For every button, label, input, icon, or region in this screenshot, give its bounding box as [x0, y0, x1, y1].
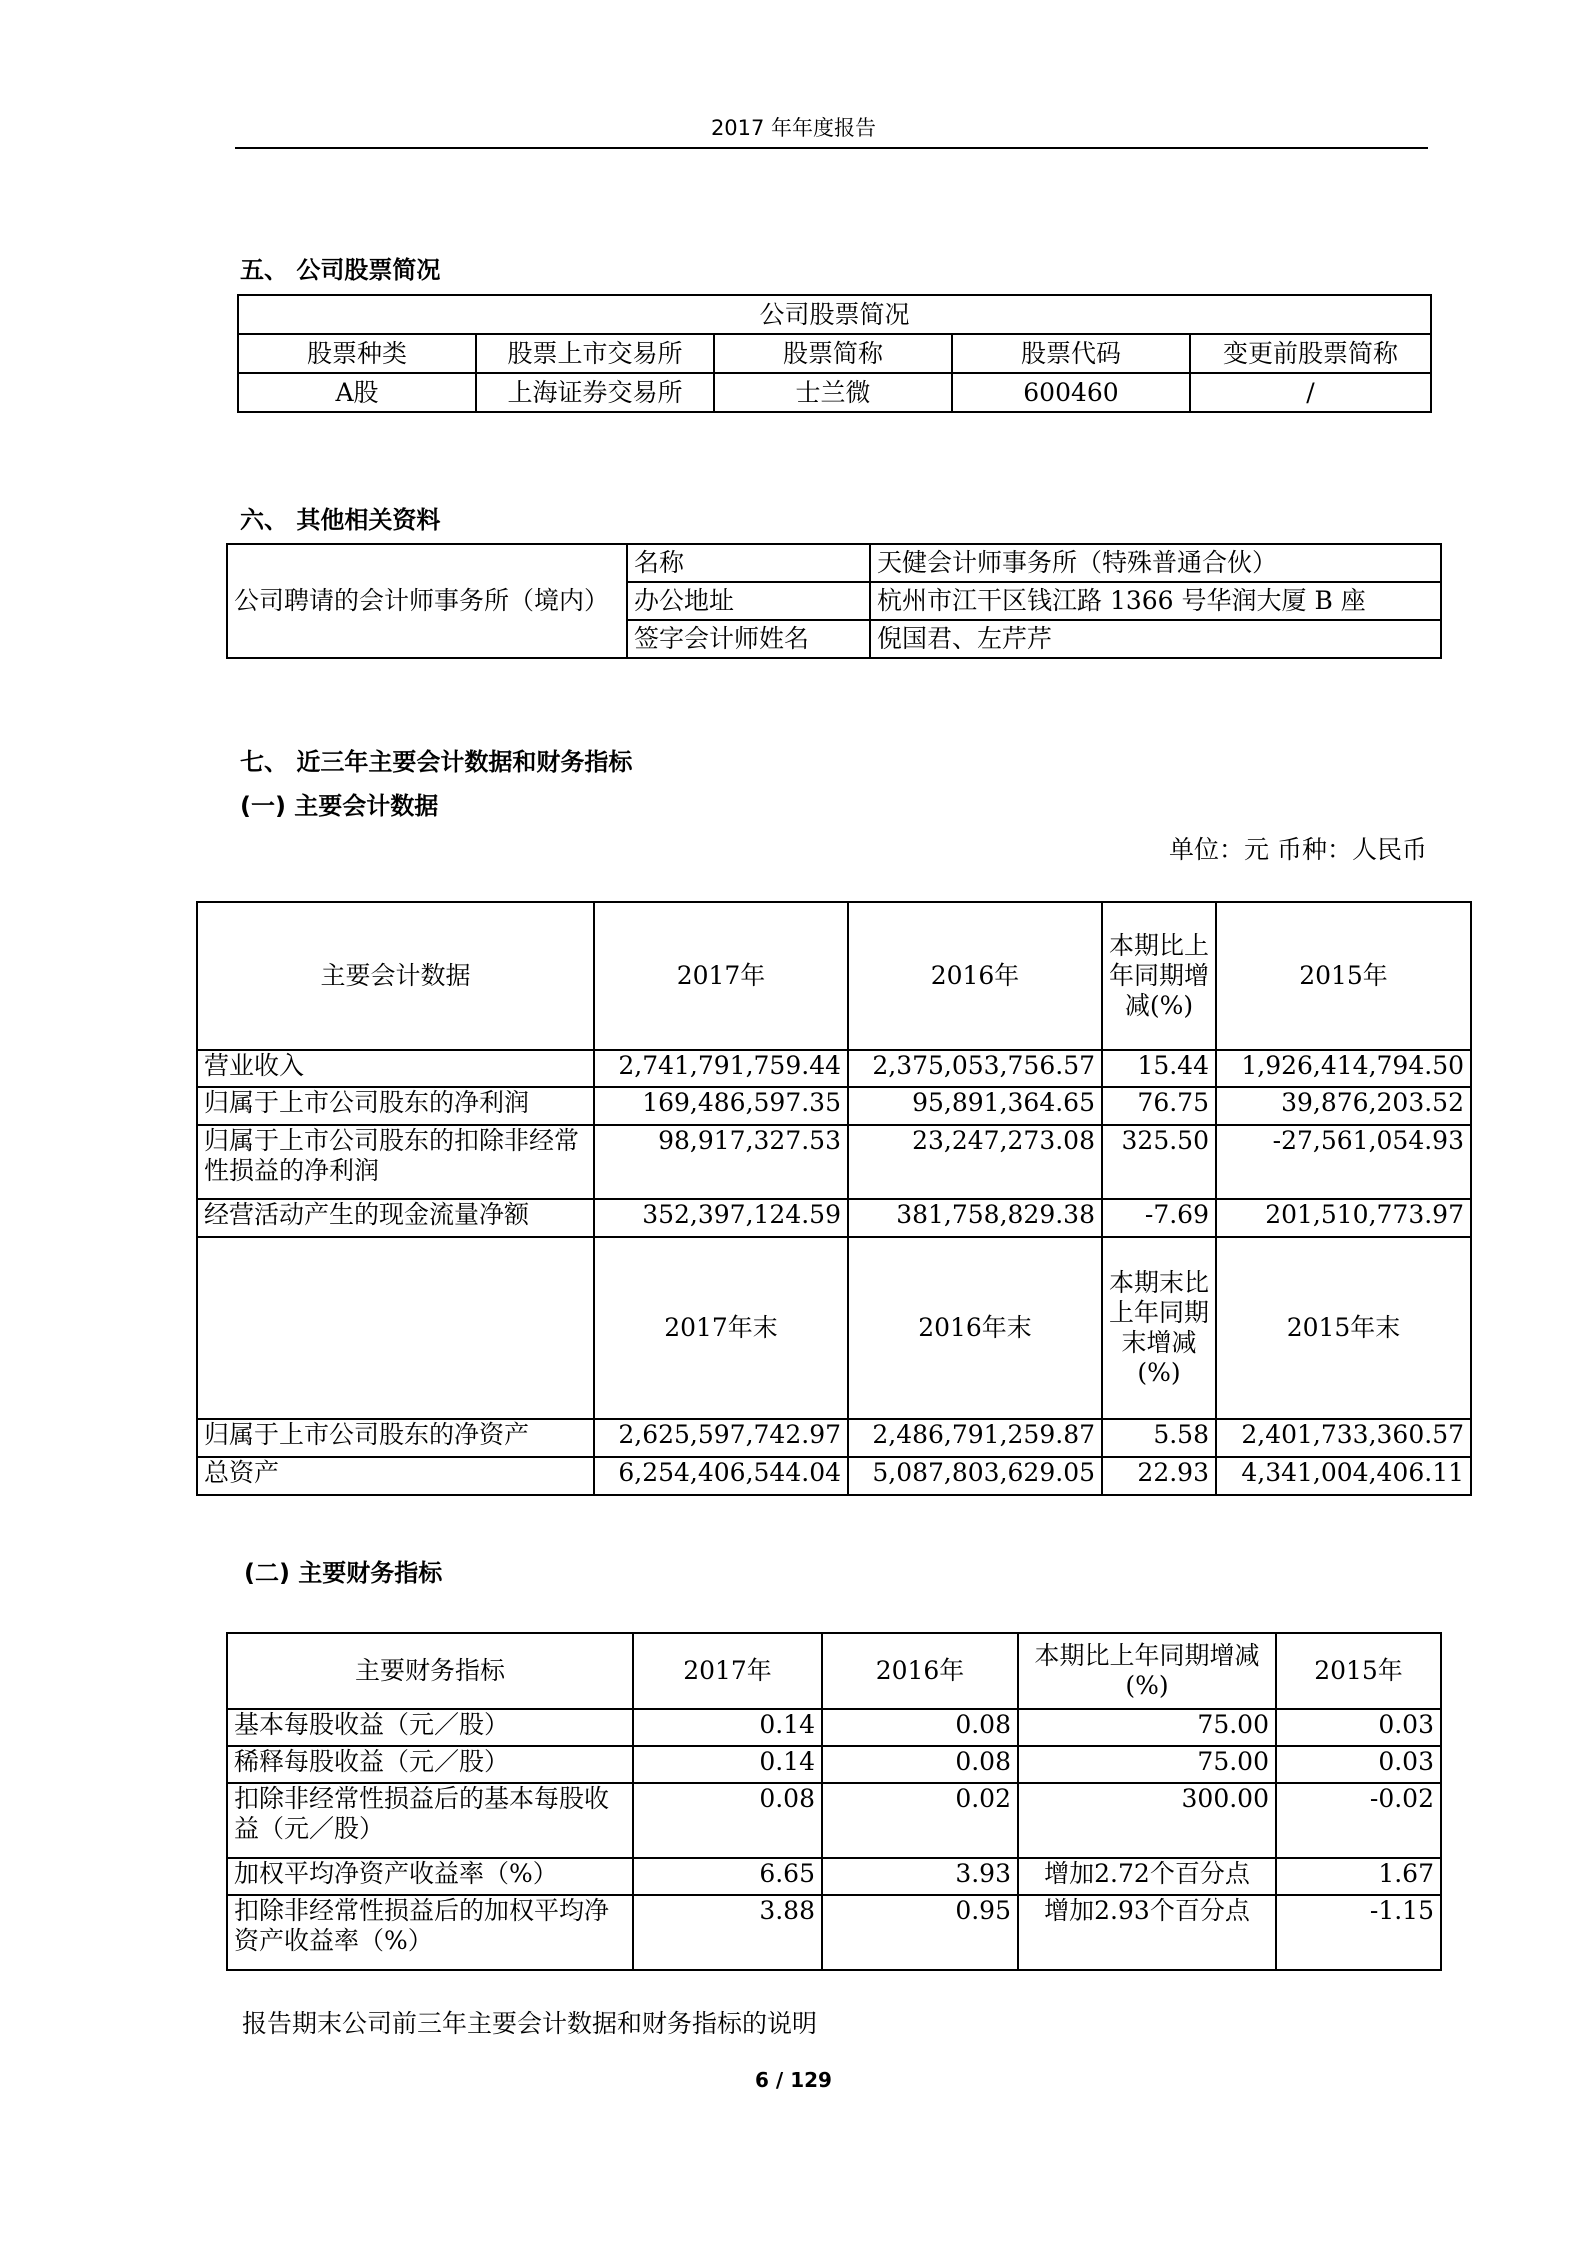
firm-value: 天健会计师事务所（特殊普通合伙）	[870, 544, 1441, 582]
acc-cell: -7.69	[1102, 1199, 1216, 1237]
fin-row-label: 基本每股收益（元／股）	[227, 1709, 633, 1746]
header-divider	[235, 147, 1428, 149]
acc-cell: 2,625,597,742.97	[594, 1419, 848, 1457]
acc-cell: 5,087,803,629.05	[848, 1457, 1102, 1495]
unit-note: 单位：元 币种：人民币	[1169, 835, 1427, 864]
accounting-firm-label: 公司聘请的会计师事务所（境内）	[227, 544, 627, 658]
acc-header-cell: 本期比上年同期增减(%)	[1102, 902, 1216, 1050]
stock-cell: 士兰微	[714, 373, 952, 412]
acc-header2-cell: 2016年末	[848, 1237, 1102, 1419]
acc-row-label: 归属于上市公司股东的净资产	[197, 1419, 594, 1457]
fin-cell: 0.02	[822, 1783, 1018, 1858]
acc-cell: 201,510,773.97	[1216, 1199, 1471, 1237]
fin-cell: 75.00	[1018, 1746, 1276, 1783]
fin-cell: -1.15	[1276, 1895, 1441, 1970]
acc-cell: 325.50	[1102, 1125, 1216, 1199]
section5-heading: 五、 公司股票简况	[240, 256, 441, 284]
acc-row-label: 经营活动产生的现金流量净额	[197, 1199, 594, 1237]
acc-cell: 2,486,791,259.87	[848, 1419, 1102, 1457]
acc-cell: 2,741,791,759.44	[594, 1050, 848, 1087]
firm-key: 名称	[627, 544, 870, 582]
acc-cell: 6,254,406,544.04	[594, 1457, 848, 1495]
fin-cell: 6.65	[633, 1858, 822, 1895]
fin-row-label: 稀释每股收益（元／股）	[227, 1746, 633, 1783]
stock-table	[237, 294, 1432, 413]
acc-cell: 381,758,829.38	[848, 1199, 1102, 1237]
firm-key: 办公地址	[627, 582, 870, 620]
fin-cell: 增加2.93个百分点	[1018, 1895, 1276, 1970]
acc-row-label: 归属于上市公司股东的扣除非经常性损益的净利润	[197, 1125, 594, 1199]
acc-cell: 2,375,053,756.57	[848, 1050, 1102, 1087]
stock-cell: /	[1190, 373, 1431, 412]
financial-indicator-table	[226, 1632, 1442, 1971]
acc-cell: 4,341,004,406.11	[1216, 1457, 1471, 1495]
fin-cell: 0.08	[822, 1746, 1018, 1783]
acc-row-label: 营业收入	[197, 1050, 594, 1087]
accounting-data-table	[196, 901, 1472, 1496]
acc-header2-cell: 本期末比上年同期末增减(%)	[1102, 1237, 1216, 1419]
fin-cell: 1.67	[1276, 1858, 1441, 1895]
acc-header-cell: 主要会计数据	[197, 902, 594, 1050]
stock-cell: A股	[238, 373, 476, 412]
stock-table-caption: 公司股票简况	[238, 295, 1431, 334]
fin-header-cell: 本期比上年同期增减(%)	[1018, 1633, 1276, 1709]
fin-cell: 0.14	[633, 1746, 822, 1783]
acc-header-cell: 2017年	[594, 902, 848, 1050]
acc-cell: 98,917,327.53	[594, 1125, 848, 1199]
fin-header-cell: 主要财务指标	[227, 1633, 633, 1709]
acc-cell: 5.58	[1102, 1419, 1216, 1457]
fin-row-label: 扣除非经常性损益后的基本每股收益（元／股）	[227, 1783, 633, 1858]
fin-cell: 3.93	[822, 1858, 1018, 1895]
fin-cell: 增加2.72个百分点	[1018, 1858, 1276, 1895]
fin-row-label: 扣除非经常性损益后的加权平均净资产收益率（%）	[227, 1895, 633, 1970]
acc-header-cell: 2015年	[1216, 902, 1471, 1050]
fin-cell: 300.00	[1018, 1783, 1276, 1858]
page-number: 6 / 129	[755, 2068, 832, 2092]
fin-header-cell: 2016年	[822, 1633, 1018, 1709]
firm-key: 签字会计师姓名	[627, 620, 870, 658]
acc-header2-cell	[197, 1237, 594, 1419]
stock-header-cell: 股票代码	[952, 334, 1190, 373]
acc-header2-cell: 2017年末	[594, 1237, 848, 1419]
fin-cell: 0.08	[822, 1709, 1018, 1746]
acc-cell: 169,486,597.35	[594, 1087, 848, 1125]
acc-cell: 2,401,733,360.57	[1216, 1419, 1471, 1457]
acc-cell: 1,926,414,794.50	[1216, 1050, 1471, 1087]
page-header-title: 2017 年年度报告	[710, 116, 877, 140]
accounting-firm-table	[226, 543, 1442, 659]
acc-cell: 22.93	[1102, 1457, 1216, 1495]
acc-cell: 39,876,203.52	[1216, 1087, 1471, 1125]
section7-sub1: (一) 主要会计数据	[240, 792, 439, 820]
acc-header-cell: 2016年	[848, 902, 1102, 1050]
acc-cell: 352,397,124.59	[594, 1199, 848, 1237]
explanation-note: 报告期末公司前三年主要会计数据和财务指标的说明	[242, 2009, 818, 2038]
stock-header-cell: 股票上市交易所	[476, 334, 714, 373]
acc-cell: 76.75	[1102, 1087, 1216, 1125]
fin-cell: 3.88	[633, 1895, 822, 1970]
fin-header-cell: 2015年	[1276, 1633, 1441, 1709]
stock-header-cell: 变更前股票简称	[1190, 334, 1431, 373]
acc-cell: -27,561,054.93	[1216, 1125, 1471, 1199]
firm-value: 倪国君、左芹芹	[870, 620, 1441, 658]
fin-cell: 0.03	[1276, 1746, 1441, 1783]
acc-cell: 23,247,273.08	[848, 1125, 1102, 1199]
section7-heading: 七、 近三年主要会计数据和财务指标	[240, 748, 633, 776]
stock-header-cell: 股票简称	[714, 334, 952, 373]
firm-value: 杭州市江干区钱江路 1366 号华润大厦 B 座	[870, 582, 1441, 620]
fin-cell: -0.02	[1276, 1783, 1441, 1858]
fin-cell: 0.14	[633, 1709, 822, 1746]
fin-cell: 0.95	[822, 1895, 1018, 1970]
section7-sub2: (二) 主要财务指标	[244, 1559, 443, 1587]
fin-cell: 0.08	[633, 1783, 822, 1858]
stock-cell: 上海证券交易所	[476, 373, 714, 412]
fin-header-cell: 2017年	[633, 1633, 822, 1709]
fin-row-label: 加权平均净资产收益率（%）	[227, 1858, 633, 1895]
acc-row-label: 归属于上市公司股东的净利润	[197, 1087, 594, 1125]
fin-cell: 0.03	[1276, 1709, 1441, 1746]
acc-header2-cell: 2015年末	[1216, 1237, 1471, 1419]
stock-header-cell: 股票种类	[238, 334, 476, 373]
section6-heading: 六、 其他相关资料	[240, 506, 441, 534]
acc-row-label: 总资产	[197, 1457, 594, 1495]
acc-cell: 95,891,364.65	[848, 1087, 1102, 1125]
fin-cell: 75.00	[1018, 1709, 1276, 1746]
stock-cell: 600460	[952, 373, 1190, 412]
acc-cell: 15.44	[1102, 1050, 1216, 1087]
